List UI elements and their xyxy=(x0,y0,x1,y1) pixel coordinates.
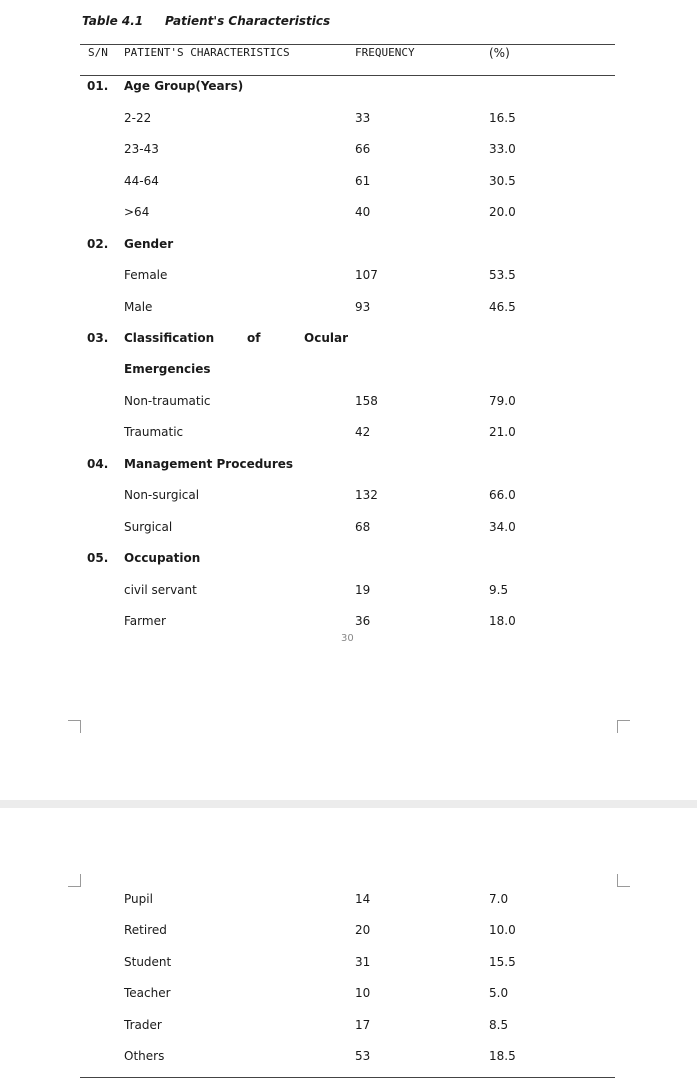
row-percent: 5.0 xyxy=(489,986,509,1000)
row-label: Non-surgical xyxy=(124,488,200,502)
page-separator xyxy=(0,800,697,808)
header-characteristics: PATIENT'S CHARACTERISTICS xyxy=(124,46,290,59)
row-label: Student xyxy=(124,955,172,969)
row-frequency: 66 xyxy=(355,142,371,156)
row-frequency: 31 xyxy=(355,955,371,969)
row-frequency: 107 xyxy=(355,268,378,282)
row-percent: 30.5 xyxy=(489,174,516,188)
row-label: >64 xyxy=(124,205,150,219)
section-title: Management Procedures xyxy=(124,457,294,471)
header-sn: S/N xyxy=(88,46,108,59)
row-label: Non-traumatic xyxy=(124,394,211,408)
row-percent: 21.0 xyxy=(489,425,516,439)
row-label: Male xyxy=(124,300,153,314)
row-percent: 33.0 xyxy=(489,142,516,156)
row-percent: 46.5 xyxy=(489,300,516,314)
row-label: Surgical xyxy=(124,520,173,534)
row-percent: 10.0 xyxy=(489,923,516,937)
row-label: Trader xyxy=(124,1018,162,1032)
row-percent: 18.0 xyxy=(489,614,516,628)
section-sn: 04. xyxy=(87,457,109,471)
row-percent: 18.5 xyxy=(489,1049,516,1063)
row-frequency: 158 xyxy=(355,394,378,408)
header-frequency: FREQUENCY xyxy=(355,46,415,59)
row-label: Others xyxy=(124,1049,165,1063)
row-percent: 16.5 xyxy=(489,111,516,125)
row-frequency: 61 xyxy=(355,174,371,188)
crop-mark-icon xyxy=(68,720,81,733)
row-label: 23-43 xyxy=(124,142,159,156)
table-title: Patient's Characteristics xyxy=(165,14,331,28)
row-label: civil servant xyxy=(124,583,197,597)
row-frequency: 17 xyxy=(355,1018,371,1032)
crop-mark-icon xyxy=(617,720,630,733)
row-label: Farmer xyxy=(124,614,166,628)
row-frequency: 10 xyxy=(355,986,371,1000)
row-percent: 7.0 xyxy=(489,892,509,906)
row-label: Female xyxy=(124,268,168,282)
row-frequency: 36 xyxy=(355,614,371,628)
row-frequency: 14 xyxy=(355,892,371,906)
section-title: of xyxy=(247,331,261,345)
section-title: Gender xyxy=(124,237,174,251)
page-number: 30 xyxy=(341,633,354,644)
row-frequency: 40 xyxy=(355,205,371,219)
row-frequency: 132 xyxy=(355,488,378,502)
table-label: Table 4.1 xyxy=(82,14,144,28)
row-label: Retired xyxy=(124,923,167,937)
header-percent: (%) xyxy=(489,46,510,60)
row-label: 44-64 xyxy=(124,174,159,188)
header-bottom-rule xyxy=(80,75,615,76)
row-frequency: 33 xyxy=(355,111,371,125)
section-title: Occupation xyxy=(124,551,201,565)
row-percent: 66.0 xyxy=(489,488,516,502)
row-percent: 79.0 xyxy=(489,394,516,408)
row-frequency: 19 xyxy=(355,583,371,597)
section-title: Age Group(Years) xyxy=(124,79,244,93)
row-frequency: 93 xyxy=(355,300,371,314)
section-sn: 01. xyxy=(87,79,109,93)
document-page-2 xyxy=(0,808,697,1080)
row-percent: 15.5 xyxy=(489,955,516,969)
table-bottom-rule xyxy=(80,1077,615,1078)
section-sn: 02. xyxy=(87,237,109,251)
section-title: Classification xyxy=(124,331,215,345)
crop-mark-icon xyxy=(68,874,81,887)
row-percent: 8.5 xyxy=(489,1018,509,1032)
row-frequency: 68 xyxy=(355,520,371,534)
row-frequency: 53 xyxy=(355,1049,371,1063)
crop-mark-icon xyxy=(617,874,630,887)
row-label: Pupil xyxy=(124,892,153,906)
section-title: Emergencies xyxy=(124,362,211,376)
row-label: 2-22 xyxy=(124,111,152,125)
row-percent: 34.0 xyxy=(489,520,516,534)
row-percent: 9.5 xyxy=(489,583,509,597)
row-frequency: 20 xyxy=(355,923,371,937)
section-sn: 03. xyxy=(87,331,109,345)
row-percent: 20.0 xyxy=(489,205,516,219)
row-percent: 53.5 xyxy=(489,268,516,282)
section-sn: 05. xyxy=(87,551,109,565)
row-label: Traumatic xyxy=(124,425,184,439)
header-top-rule xyxy=(80,44,615,45)
row-frequency: 42 xyxy=(355,425,371,439)
row-label: Teacher xyxy=(124,986,171,1000)
section-title: Ocular xyxy=(304,331,348,345)
